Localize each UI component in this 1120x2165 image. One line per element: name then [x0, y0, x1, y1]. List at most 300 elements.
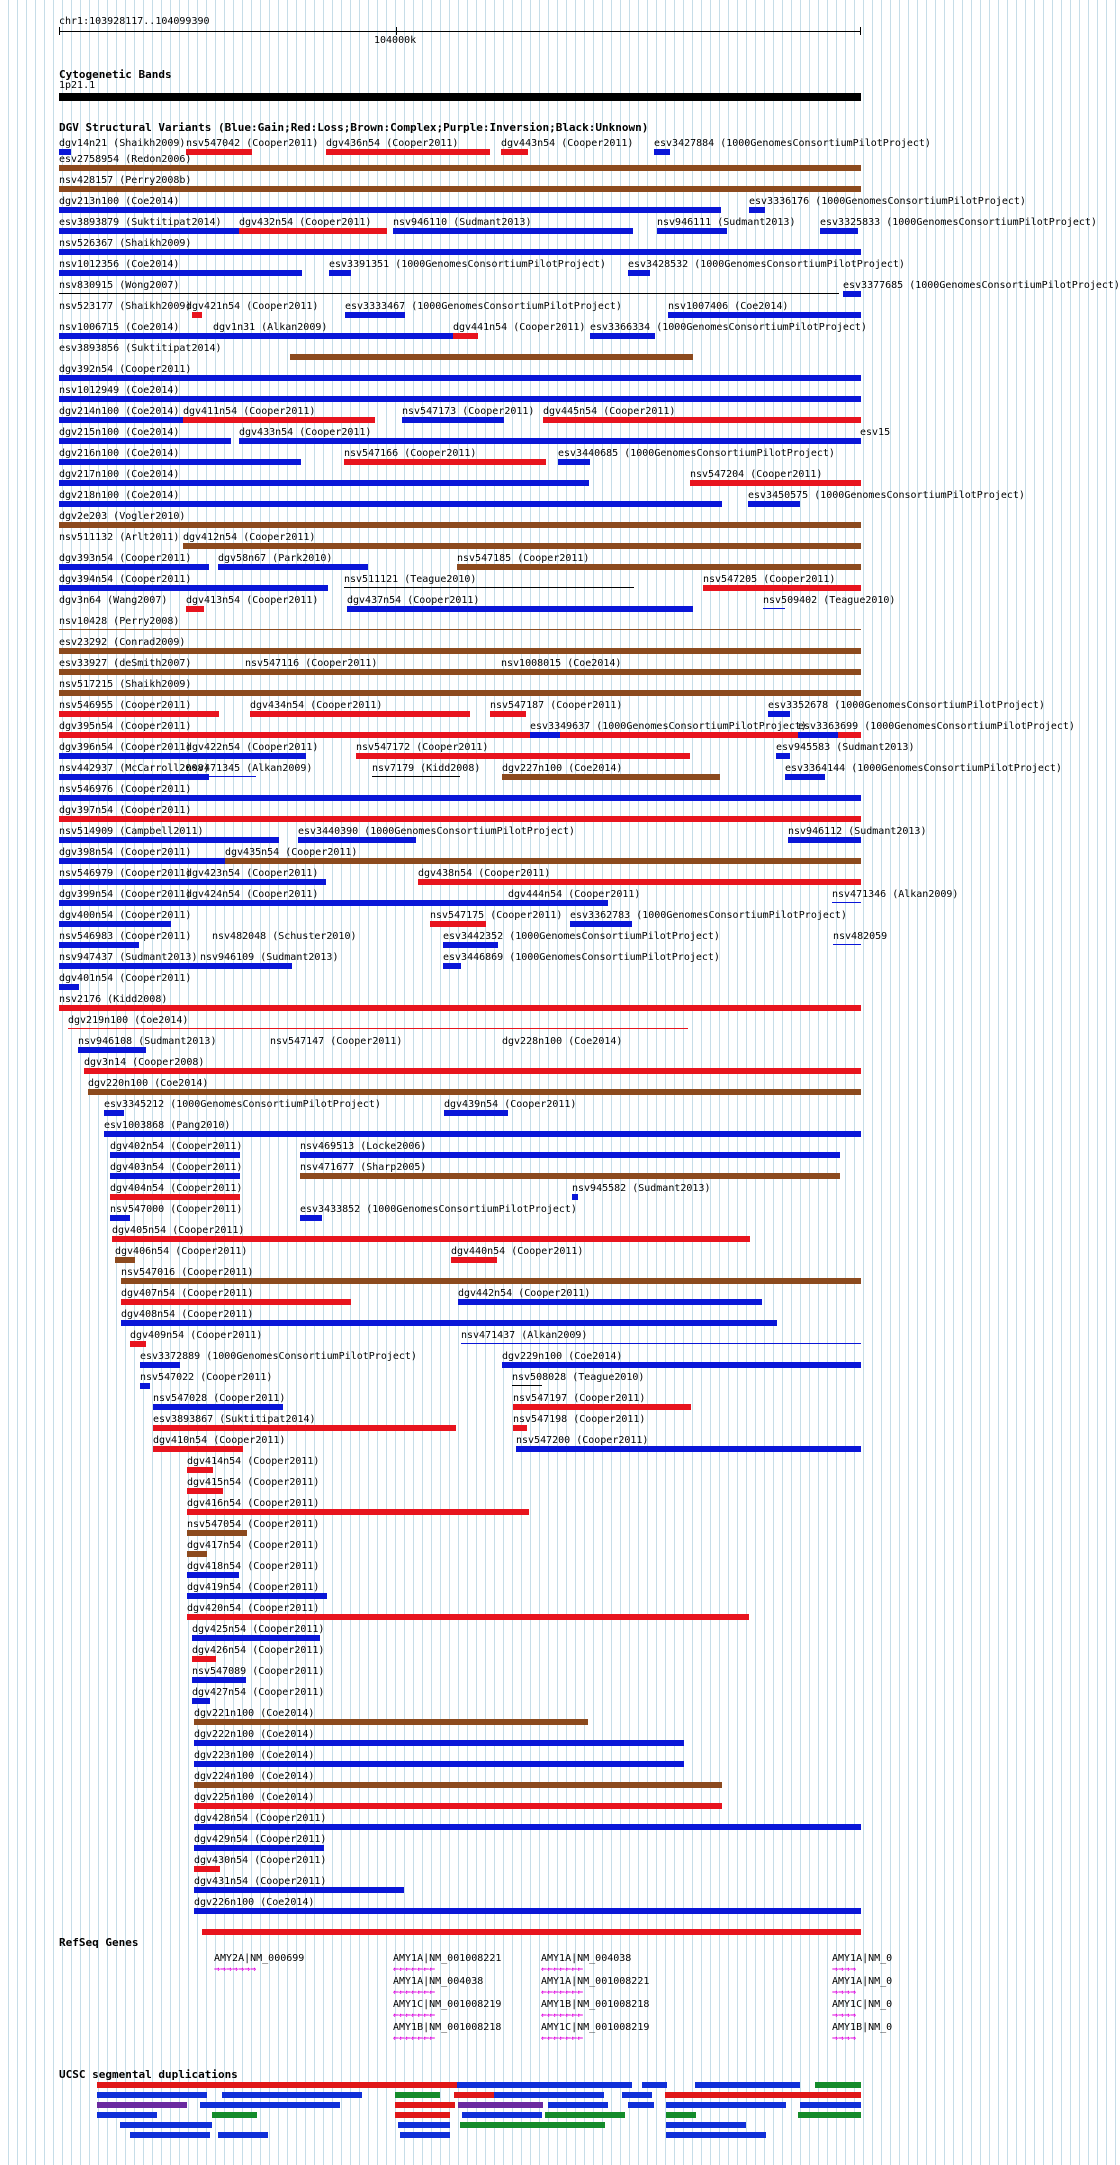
variant-label[interactable]: dgv215n100 (Coe2014)	[59, 427, 180, 438]
variant-label[interactable]: nsv547000 (Cooper2011)	[110, 1204, 243, 1215]
variant-label[interactable]: esv3363699 (1000GenomesConsortiumPilotProject)	[798, 721, 1075, 732]
variant-bar[interactable]	[748, 501, 800, 507]
variant-label[interactable]: dgv395n54 (Cooper2011)	[59, 721, 192, 732]
variant-bar[interactable]	[225, 858, 861, 864]
variant-label[interactable]: nsv547185 (Cooper2011)	[457, 553, 590, 564]
variant-bar[interactable]	[347, 606, 693, 612]
variant-bar[interactable]	[326, 149, 490, 155]
variant-label[interactable]: dgv424n54 (Cooper2011)	[186, 889, 319, 900]
variant-label[interactable]: dgv14n21 (Shaikh2009)	[59, 138, 186, 149]
variant-bar[interactable]	[59, 459, 301, 465]
variant-label[interactable]: esv945583 (Sudmant2013)	[776, 742, 915, 753]
variant-label[interactable]: dgv398n54 (Cooper2011)	[59, 847, 192, 858]
variant-label[interactable]: nsv482048 (Schuster2010)	[212, 931, 357, 942]
gene-structure-icon[interactable]: ⇐⇐⇐⇐⇐⇐⇐	[393, 1964, 436, 1975]
variant-bar[interactable]	[372, 776, 460, 777]
variant-label[interactable]: nsv946111 (Sudmant2013)	[657, 217, 796, 228]
variant-label[interactable]: dgv427n54 (Cooper2011)	[192, 1687, 325, 1698]
variant-bar[interactable]	[785, 774, 825, 780]
variant-bar[interactable]	[59, 207, 721, 213]
variant-label[interactable]: nsv511121 (Teague2010)	[344, 574, 477, 585]
variant-bar[interactable]	[59, 753, 189, 759]
variant-bar[interactable]	[558, 459, 590, 465]
variant-bar[interactable]	[749, 207, 765, 213]
gene-label[interactable]: AMY1B|NM_001008218	[393, 2022, 502, 2033]
segdup-block[interactable]	[97, 2112, 157, 2118]
segdup-block[interactable]	[267, 2082, 457, 2088]
variant-label[interactable]: dgv406n54 (Cooper2011)	[115, 1246, 248, 1257]
variant-label[interactable]: esv3352678 (1000GenomesConsortiumPilotProject)	[768, 700, 1045, 711]
variant-bar[interactable]	[194, 1782, 722, 1788]
segdup-block[interactable]	[97, 2102, 187, 2108]
variant-label[interactable]: nsv546976 (Cooper2011)	[59, 784, 192, 795]
variant-label[interactable]: dgv440n54 (Cooper2011)	[451, 1246, 584, 1257]
variant-bar[interactable]	[59, 942, 139, 948]
variant-label[interactable]: nsv2176 (Kidd2008)	[59, 994, 168, 1005]
variant-label[interactable]: dgv417n54 (Cooper2011)	[187, 1540, 320, 1551]
gene-structure-icon[interactable]: ⇐⇐⇐⇐⇐⇐⇐	[541, 2010, 584, 2021]
variant-bar[interactable]	[59, 1005, 861, 1011]
variant-bar[interactable]	[187, 1530, 247, 1536]
variant-bar[interactable]	[84, 1068, 861, 1074]
variant-label[interactable]: esv3450575 (1000GenomesConsortiumPilotProject)	[748, 490, 1025, 501]
variant-label[interactable]: nsv511132 (Arlt2011)	[59, 532, 180, 543]
variant-bar[interactable]	[239, 228, 387, 234]
variant-bar[interactable]	[776, 753, 790, 759]
variant-label[interactable]: esv3391351 (1000GenomesConsortiumPilotProject)	[329, 259, 606, 270]
variant-bar[interactable]	[187, 1614, 749, 1620]
variant-label[interactable]: dgv439n54 (Cooper2011)	[444, 1099, 577, 1110]
variant-label[interactable]: esv3427884 (1000GenomesConsortiumPilotProject)	[654, 138, 931, 149]
variant-bar[interactable]	[192, 1656, 216, 1662]
variant-label[interactable]: nsv946108 (Sudmant2013)	[78, 1036, 217, 1047]
variant-label[interactable]: nsv546983 (Cooper2011)	[59, 931, 192, 942]
variant-bar[interactable]	[59, 333, 459, 339]
variant-bar[interactable]	[59, 900, 189, 906]
variant-label[interactable]: esv3440390 (1000GenomesConsortiumPilotProject)	[298, 826, 575, 837]
variant-bar[interactable]	[239, 438, 861, 444]
variant-label[interactable]: dgv409n54 (Cooper2011)	[130, 1330, 263, 1341]
variant-label[interactable]: esv3372889 (1000GenomesConsortiumPilotProject)	[140, 1351, 417, 1362]
variant-bar[interactable]	[290, 354, 693, 360]
variant-bar[interactable]	[59, 984, 79, 990]
segdup-block[interactable]	[130, 2132, 210, 2138]
segdup-block[interactable]	[458, 2102, 543, 2108]
variant-label[interactable]: nsv1007406 (Coe2014)	[668, 301, 789, 312]
variant-label[interactable]: nsv547089 (Cooper2011)	[192, 1666, 325, 1677]
variant-label[interactable]: nsv509402 (Teague2010)	[763, 595, 896, 606]
variant-bar[interactable]	[820, 228, 858, 234]
variant-label[interactable]: esv3893867 (Suktitipat2014)	[153, 1414, 316, 1425]
variant-bar[interactable]	[832, 902, 861, 903]
variant-bar[interactable]	[572, 1194, 578, 1200]
variant-bar[interactable]	[490, 711, 526, 717]
variant-bar[interactable]	[59, 711, 219, 717]
variant-label[interactable]: dgv221n100 (Coe2014)	[194, 1708, 315, 1719]
variant-label[interactable]: nsv1012356 (Coe2014)	[59, 259, 180, 270]
segdup-block[interactable]	[695, 2082, 800, 2088]
variant-label[interactable]: nsv471345 (Alkan2009)	[186, 763, 313, 774]
variant-bar[interactable]	[59, 522, 861, 528]
variant-label[interactable]: nsv547054 (Cooper2011)	[187, 1519, 320, 1530]
variant-bar[interactable]	[112, 1236, 750, 1242]
variant-bar[interactable]	[153, 1446, 243, 1452]
variant-label[interactable]: dgv3n14 (Cooper2008)	[84, 1057, 205, 1068]
variant-bar[interactable]	[59, 165, 861, 171]
variant-bar[interactable]	[110, 1194, 240, 1200]
variant-label[interactable]: dgv444n54 (Cooper2011)	[508, 889, 641, 900]
variant-bar[interactable]	[657, 228, 727, 234]
variant-label[interactable]: dgv425n54 (Cooper2011)	[192, 1624, 325, 1635]
variant-label[interactable]: nsv523177 (Shaikh2009)	[59, 301, 192, 312]
variant-bar[interactable]	[59, 501, 722, 507]
variant-label[interactable]: dgv415n54 (Cooper2011)	[187, 1477, 320, 1488]
variant-bar[interactable]	[443, 963, 461, 969]
variant-label[interactable]: dgv413n54 (Cooper2011)	[186, 595, 319, 606]
segdup-block[interactable]	[548, 2102, 608, 2108]
variant-label[interactable]: nsv547204 (Cooper2011)	[690, 469, 823, 480]
variant-bar[interactable]	[457, 564, 861, 570]
variant-label[interactable]: nsv526367 (Shaikh2009)	[59, 238, 192, 249]
segdup-block[interactable]	[212, 2112, 257, 2118]
variant-label[interactable]: dgv392n54 (Cooper2011)	[59, 364, 192, 375]
variant-bar[interactable]	[194, 1719, 588, 1725]
variant-bar[interactable]	[763, 608, 785, 609]
variant-bar[interactable]	[183, 543, 861, 549]
variant-label[interactable]: dgv441n54 (Cooper2011)	[453, 322, 586, 333]
variant-label[interactable]: esv3336176 (1000GenomesConsortiumPilotProject)	[749, 196, 1026, 207]
variant-bar[interactable]	[451, 1257, 497, 1263]
variant-bar[interactable]	[344, 459, 546, 465]
variant-label[interactable]: nsv517215 (Shaikh2009)	[59, 679, 192, 690]
variant-bar[interactable]	[200, 963, 292, 969]
variant-bar[interactable]	[59, 417, 187, 423]
gene-structure-icon[interactable]: ⇒⇒⇒⇒	[832, 2033, 857, 2044]
gene-structure-icon[interactable]: ⇒⇒⇒⇒	[832, 1987, 857, 1998]
variant-label[interactable]: dgv428n54 (Cooper2011)	[194, 1813, 327, 1824]
variant-bar[interactable]	[186, 879, 326, 885]
variant-label[interactable]: dgv445n54 (Cooper2011)	[543, 406, 676, 417]
segdup-block[interactable]	[400, 2132, 450, 2138]
variant-label[interactable]: dgv394n54 (Cooper2011)	[59, 574, 192, 585]
variant-bar[interactable]	[458, 1299, 762, 1305]
variant-label[interactable]: nsv547197 (Cooper2011)	[513, 1393, 646, 1404]
variant-label[interactable]: dgv401n54 (Cooper2011)	[59, 973, 192, 984]
variant-bar[interactable]	[512, 1385, 542, 1386]
variant-label[interactable]: dgv227n100 (Coe2014)	[502, 763, 623, 774]
variant-label[interactable]: dgv410n54 (Cooper2011)	[153, 1435, 286, 1446]
variant-bar[interactable]	[833, 944, 861, 945]
gene-structure-icon[interactable]: ⇐⇐⇐⇐⇐⇐⇐	[541, 2033, 584, 2044]
variant-label[interactable]: dgv222n100 (Coe2014)	[194, 1729, 315, 1740]
variant-label[interactable]: dgv411n54 (Cooper2011)	[183, 406, 316, 417]
variant-bar[interactable]	[501, 149, 528, 155]
segdup-block[interactable]	[454, 2092, 494, 2098]
variant-bar[interactable]	[153, 1404, 283, 1410]
variant-bar[interactable]	[186, 149, 252, 155]
variant-bar[interactable]	[194, 1824, 861, 1830]
segdup-block[interactable]	[395, 2102, 455, 2108]
variant-bar[interactable]	[461, 1343, 861, 1344]
segdup-block[interactable]	[666, 2112, 696, 2118]
variant-label[interactable]: dgv403n54 (Cooper2011)	[110, 1162, 243, 1173]
variant-label[interactable]: dgv426n54 (Cooper2011)	[192, 1645, 325, 1656]
variant-bar[interactable]	[59, 375, 861, 381]
variant-bar[interactable]	[192, 1698, 210, 1704]
variant-label[interactable]: dgv422n54 (Cooper2011)	[186, 742, 319, 753]
variant-label[interactable]: nsv946109 (Sudmant2013)	[200, 952, 339, 963]
variant-bar[interactable]	[502, 1362, 861, 1368]
variant-bar[interactable]	[59, 564, 209, 570]
variant-bar[interactable]	[443, 942, 498, 948]
variant-bar[interactable]	[59, 816, 861, 822]
variant-bar[interactable]	[186, 753, 306, 759]
variant-bar[interactable]	[344, 587, 634, 588]
variant-label[interactable]: dgv402n54 (Cooper2011)	[110, 1141, 243, 1152]
gene-label[interactable]: AMY1A|NM_001008221	[541, 1976, 650, 1987]
segdup-block[interactable]	[665, 2092, 861, 2098]
variant-label[interactable]: nsv546979 (Cooper2011)	[59, 868, 192, 879]
variant-bar[interactable]	[187, 1551, 207, 1557]
variant-label[interactable]: nsv471677 (Sharp2005)	[300, 1162, 427, 1173]
variant-label[interactable]: dgv217n100 (Coe2014)	[59, 469, 180, 480]
variant-label[interactable]: dgv229n100 (Coe2014)	[502, 1351, 623, 1362]
variant-bar[interactable]	[502, 774, 720, 780]
gene-label[interactable]: AMY1C|NM_001008219	[541, 2022, 650, 2033]
variant-label[interactable]: dgv405n54 (Cooper2011)	[112, 1225, 245, 1236]
variant-label[interactable]: nsv547173 (Cooper2011)	[402, 406, 535, 417]
variant-label[interactable]: dgv419n54 (Cooper2011)	[187, 1582, 320, 1593]
variant-bar[interactable]	[186, 776, 256, 777]
variant-label[interactable]: dgv432n54 (Cooper2011)	[239, 217, 372, 228]
variant-label[interactable]: dgv416n54 (Cooper2011)	[187, 1498, 320, 1509]
variant-label[interactable]: esv3377685 (1000GenomesConsortiumPilotProject)	[843, 280, 1120, 291]
variant-bar[interactable]	[104, 1110, 124, 1116]
variant-bar[interactable]	[110, 1173, 240, 1179]
variant-bar[interactable]	[59, 879, 187, 885]
variant-bar[interactable]	[59, 669, 861, 675]
variant-bar[interactable]	[140, 1362, 180, 1368]
variant-label[interactable]: dgv399n54 (Cooper2011)	[59, 889, 192, 900]
variant-label[interactable]: nsv471346 (Alkan2009)	[832, 889, 959, 900]
variant-label[interactable]: nsv946110 (Sudmant2013)	[393, 217, 532, 228]
variant-bar[interactable]	[59, 690, 861, 696]
variant-label[interactable]: esv3442352 (1000GenomesConsortiumPilotProject)	[443, 931, 720, 942]
gene-label[interactable]: AMY2A|NM_000699	[214, 1953, 305, 1964]
variant-label[interactable]: dgv393n54 (Cooper2011)	[59, 553, 192, 564]
variant-label[interactable]: dgv2e203 (Vogler2010)	[59, 511, 186, 522]
variant-label[interactable]: nsv547028 (Cooper2011)	[153, 1393, 286, 1404]
variant-bar[interactable]	[703, 585, 861, 591]
variant-label[interactable]: esv23292 (Conrad2009)	[59, 637, 186, 648]
variant-label[interactable]: nsv1006715 (Coe2014)	[59, 322, 180, 333]
variant-label[interactable]: esv3333467 (1000GenomesConsortiumPilotProject)	[345, 301, 622, 312]
variant-label[interactable]: dgv218n100 (Coe2014)	[59, 490, 180, 501]
gene-structure-icon[interactable]: ⇒⇒⇒⇒	[832, 1964, 857, 1975]
variant-label[interactable]: dgv442n54 (Cooper2011)	[458, 1288, 591, 1299]
variant-bar[interactable]	[59, 732, 861, 738]
variant-label[interactable]: nsv547205 (Cooper2011)	[703, 574, 836, 585]
variant-label[interactable]: nsv514909 (Campbell2011)	[59, 826, 204, 837]
variant-label[interactable]: dgv1n31 (Alkan2009)	[213, 322, 328, 333]
variant-label[interactable]: esv3325833 (1000GenomesConsortiumPilotProject)	[820, 217, 1097, 228]
segdup-block[interactable]	[462, 2112, 542, 2118]
variant-bar[interactable]	[140, 1383, 150, 1389]
variant-bar[interactable]	[68, 1028, 688, 1029]
variant-label[interactable]: esv3345212 (1000GenomesConsortiumPilotProject)	[104, 1099, 381, 1110]
variant-bar[interactable]	[543, 417, 861, 423]
variant-bar[interactable]	[104, 1131, 861, 1137]
variant-bar[interactable]	[250, 711, 470, 717]
variant-bar[interactable]	[59, 921, 171, 927]
variant-label[interactable]: nsv946112 (Sudmant2013)	[788, 826, 927, 837]
variant-label[interactable]: nsv508028 (Teague2010)	[512, 1372, 645, 1383]
segdup-block[interactable]	[545, 2112, 625, 2118]
variant-label[interactable]: nsv547200 (Cooper2011)	[516, 1435, 649, 1446]
variant-label[interactable]: nsv547175 (Cooper2011)	[430, 910, 563, 921]
variant-label[interactable]: dgv418n54 (Cooper2011)	[187, 1561, 320, 1572]
gene-structure-icon[interactable]: ⇐⇐⇐⇐⇐⇐⇐	[393, 2010, 436, 2021]
segdup-block[interactable]	[395, 2092, 440, 2098]
variant-label[interactable]: esv3893879 (Suktitipat2014)	[59, 217, 222, 228]
variant-bar[interactable]	[59, 396, 861, 402]
segdup-block[interactable]	[200, 2122, 212, 2128]
variant-bar[interactable]	[59, 480, 589, 486]
segdup-block[interactable]	[120, 2122, 200, 2128]
gene-label[interactable]: AMY1A|NM_001008221	[393, 1953, 502, 1964]
variant-bar[interactable]	[444, 1110, 508, 1116]
gene-structure-icon[interactable]: ⇒⇒⇒⇒	[832, 2010, 857, 2021]
variant-bar[interactable]	[194, 1866, 220, 1872]
variant-bar[interactable]	[402, 417, 504, 423]
variant-bar[interactable]	[192, 312, 202, 318]
variant-bar[interactable]	[88, 1089, 861, 1095]
variant-bar[interactable]	[516, 1446, 861, 1452]
variant-label[interactable]: dgv420n54 (Cooper2011)	[187, 1603, 320, 1614]
variant-label[interactable]: dgv423n54 (Cooper2011)	[186, 868, 319, 879]
segdup-block[interactable]	[398, 2122, 450, 2128]
variant-label[interactable]: esv3362783 (1000GenomesConsortiumPilotProject)	[570, 910, 847, 921]
variant-label[interactable]: esv33927 (deSmith2007)	[59, 658, 192, 669]
variant-bar[interactable]	[530, 732, 560, 738]
variant-label[interactable]: dgv433n54 (Cooper2011)	[239, 427, 372, 438]
variant-label[interactable]: nsv1008015 (Coe2014)	[501, 658, 622, 669]
variant-label[interactable]: dgv414n54 (Cooper2011)	[187, 1456, 320, 1467]
gene-structure-icon[interactable]: ⇐⇐⇐⇐⇐⇐⇐	[541, 1987, 584, 1998]
variant-bar[interactable]	[418, 879, 861, 885]
segdup-block[interactable]	[494, 2092, 604, 2098]
variant-label[interactable]: nsv947437 (Sudmant2013)	[59, 952, 198, 963]
variant-label[interactable]: dgv58n67 (Park2010)	[218, 553, 333, 564]
variant-bar[interactable]	[59, 963, 207, 969]
variant-bar[interactable]	[329, 270, 351, 276]
variant-bar[interactable]	[690, 480, 861, 486]
variant-label[interactable]: nsv547187 (Cooper2011)	[490, 700, 623, 711]
variant-bar[interactable]	[121, 1299, 351, 1305]
variant-label[interactable]: esv3428532 (1000GenomesConsortiumPilotProject)	[628, 259, 905, 270]
variant-label[interactable]: nsv442937 (McCarroll2008)	[59, 763, 210, 774]
variant-label[interactable]: nsv830915 (Wong2007)	[59, 280, 180, 291]
variant-label[interactable]: dgv228n100 (Coe2014)	[502, 1036, 623, 1047]
variant-bar[interactable]	[187, 1488, 223, 1494]
variant-bar[interactable]	[393, 228, 633, 234]
variant-bar[interactable]	[218, 564, 368, 570]
variant-bar[interactable]	[59, 186, 861, 192]
variant-label[interactable]: nsv547166 (Cooper2011)	[344, 448, 477, 459]
variant-bar[interactable]	[59, 249, 861, 255]
variant-label[interactable]: dgv429n54 (Cooper2011)	[194, 1834, 327, 1845]
variant-bar[interactable]	[788, 837, 861, 843]
variant-bar[interactable]	[59, 774, 209, 780]
segdup-block[interactable]	[460, 2122, 605, 2128]
variant-label[interactable]: dgv443n54 (Cooper2011)	[501, 138, 634, 149]
segdup-block[interactable]	[97, 2082, 267, 2088]
variant-bar[interactable]	[298, 837, 416, 843]
variant-bar[interactable]	[59, 795, 861, 801]
variant-label[interactable]: nsv469513 (Locke2006)	[300, 1141, 427, 1152]
variant-label[interactable]: dgv3n64 (Wang2007)	[59, 595, 168, 606]
variant-bar[interactable]	[194, 1740, 684, 1746]
variant-bar[interactable]	[59, 270, 302, 276]
variant-bar[interactable]	[570, 921, 632, 927]
variant-label[interactable]: nsv945582 (Sudmant2013)	[572, 1183, 711, 1194]
variant-bar[interactable]	[192, 1677, 246, 1683]
variant-bar[interactable]	[78, 1047, 146, 1053]
variant-label[interactable]: dgv213n100 (Coe2014)	[59, 196, 180, 207]
variant-label[interactable]: nsv547022 (Cooper2011)	[140, 1372, 273, 1383]
gene-label[interactable]: AMY1B|NM_0	[832, 2022, 893, 2033]
variant-bar[interactable]	[192, 1635, 320, 1641]
gene-structure-icon[interactable]: ⇐⇐⇐⇐⇐⇐⇐	[393, 1987, 436, 1998]
variant-bar[interactable]	[843, 291, 861, 297]
variant-label[interactable]: nsv547147 (Cooper2011)	[270, 1036, 403, 1047]
segdup-block[interactable]	[666, 2132, 766, 2138]
variant-label[interactable]: nsv471437 (Alkan2009)	[461, 1330, 588, 1341]
variant-label[interactable]: dgv225n100 (Coe2014)	[194, 1792, 315, 1803]
variant-label[interactable]: nsv547172 (Cooper2011)	[356, 742, 489, 753]
variant-bar[interactable]	[59, 585, 328, 591]
variant-label[interactable]: nsv7179 (Kidd2008)	[372, 763, 481, 774]
variant-bar[interactable]	[300, 1173, 840, 1179]
variant-bar[interactable]	[453, 333, 478, 339]
variant-label[interactable]: dgv400n54 (Cooper2011)	[59, 910, 192, 921]
variant-bar[interactable]	[59, 629, 861, 630]
variant-label[interactable]: nsv547042 (Cooper2011)	[186, 138, 319, 149]
variant-bar[interactable]	[768, 711, 790, 717]
segdup-block[interactable]	[815, 2082, 861, 2088]
variant-bar[interactable]	[59, 228, 239, 234]
variant-bar[interactable]	[59, 648, 861, 654]
variant-bar[interactable]	[187, 1593, 327, 1599]
variant-bar[interactable]	[110, 1215, 130, 1221]
cyto-band-bar[interactable]	[59, 93, 861, 101]
variant-bar[interactable]	[300, 1215, 322, 1221]
variant-bar[interactable]	[194, 1803, 722, 1809]
variant-bar[interactable]	[202, 1929, 861, 1935]
variant-label[interactable]: dgv412n54 (Cooper2011)	[183, 532, 316, 543]
segdup-block[interactable]	[222, 2092, 362, 2098]
variant-label[interactable]: dgv224n100 (Coe2014)	[194, 1771, 315, 1782]
variant-bar[interactable]	[183, 417, 375, 423]
variant-bar[interactable]	[356, 753, 690, 759]
variant-label[interactable]: esv3433852 (1000GenomesConsortiumPilotProject)	[300, 1204, 577, 1215]
variant-bar[interactable]	[187, 1572, 239, 1578]
variant-label[interactable]: dgv396n54 (Cooper2011)	[59, 742, 192, 753]
variant-label[interactable]: dgv216n100 (Coe2014)	[59, 448, 180, 459]
segdup-block[interactable]	[628, 2102, 654, 2108]
variant-label[interactable]: dgv430n54 (Cooper2011)	[194, 1855, 327, 1866]
variant-label[interactable]: nsv10428 (Perry2008)	[59, 616, 180, 627]
